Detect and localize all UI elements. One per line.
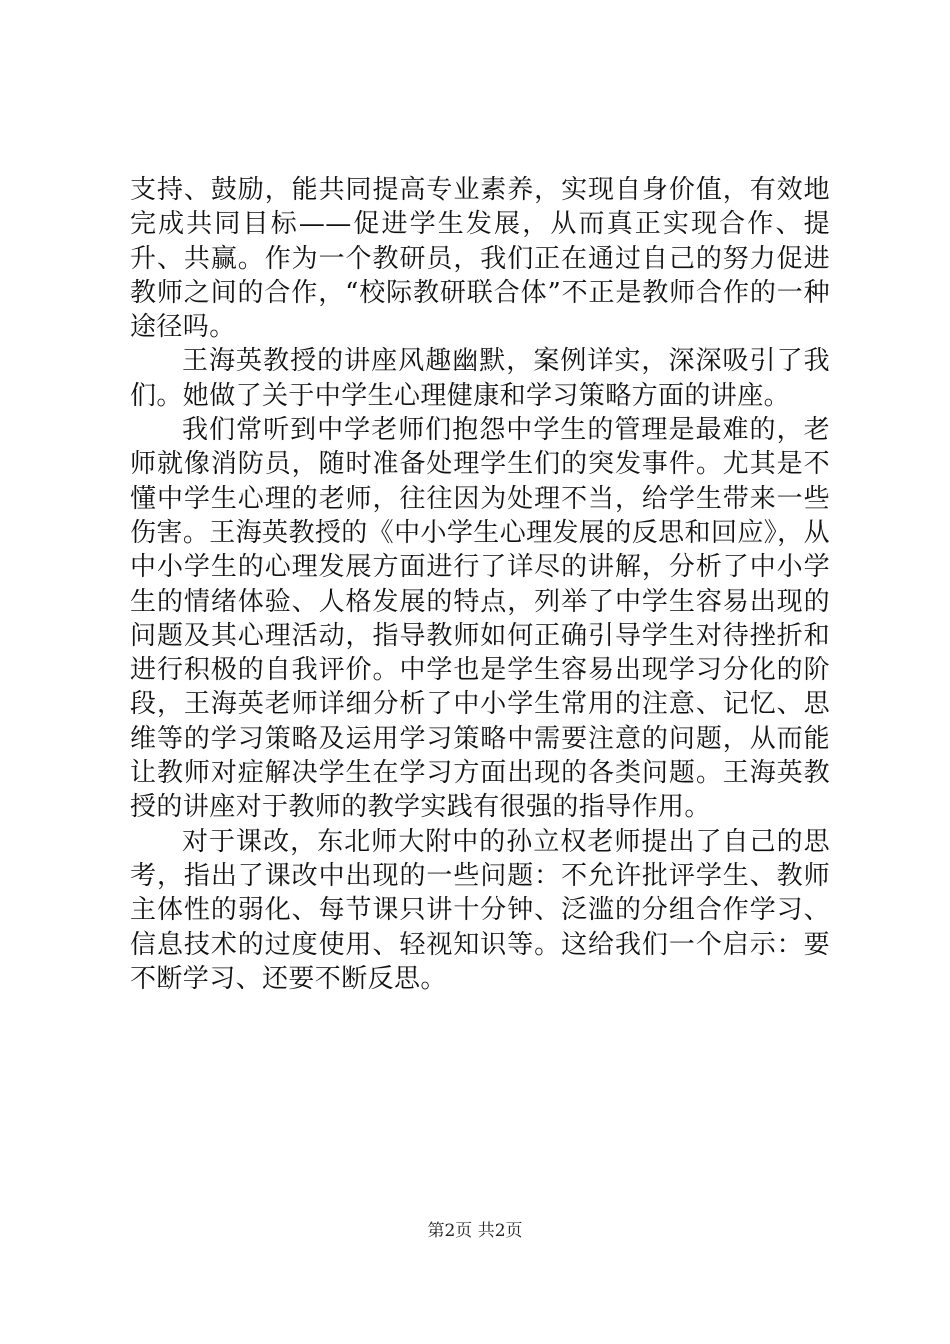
paragraph-4: 对于课改，东北师大附中的孙立权老师提出了自己的思考，指出了课改中出现的一些问题：不允许批评学生、教师主体性的弱化、每节课只讲十分钟、泛滥的分组合作学习、信息技术的过度使用、轻视知识等。这给我们一个启示：要不断学习、还要不断反思。	[130, 826, 830, 994]
paragraph-3: 我们常听到中学老师们抱怨中学生的管理是最难的，老师就像消防员，随时准备处理学生们的突发事件。尤其是不懂中学生心理的老师，往往因为处理不当，给学生带来一些伤害。王海英教授的《中小学生心理发展的反思和回应》，从中小学生的心理发展方面进行了详尽的讲解，分析了中小学生的情绪体验、人格发展的特点，列举了中学生容易出现的问题及其心理活动，指导教师如何正确引导学生对待挫折和进行积极的自我评价。中学也是学生容易出现学习分化的阶段，王海英老师详细分析了中小学生常用的注意、记忆、思维等的学习策略及运用学习策略中需要注意的问题，从而能让教师对症解决学生在学习方面出现的各类问题。王海英教授的讲座对于教师的教学实践有很强的指导作用。	[130, 415, 830, 823]
paragraph-1: 支持、鼓励，能共同提高专业素养，实现自身价值，有效地完成共同目标——促进学生发展，从而真正实现合作、提升、共赢。作为一个教研员，我们正在通过自己的努力促进教师之间的合作，“校际教研联合体”不正是教师合作的一种途径吗。	[130, 175, 830, 343]
paragraph-2: 王海英教授的讲座风趣幽默，案例详实，深深吸引了我们。她做了关于中学生心理健康和学习策略方面的讲座。	[130, 346, 830, 411]
page-footer: 第2页 共2页	[427, 1221, 523, 1241]
document-body	[130, 173, 830, 996]
